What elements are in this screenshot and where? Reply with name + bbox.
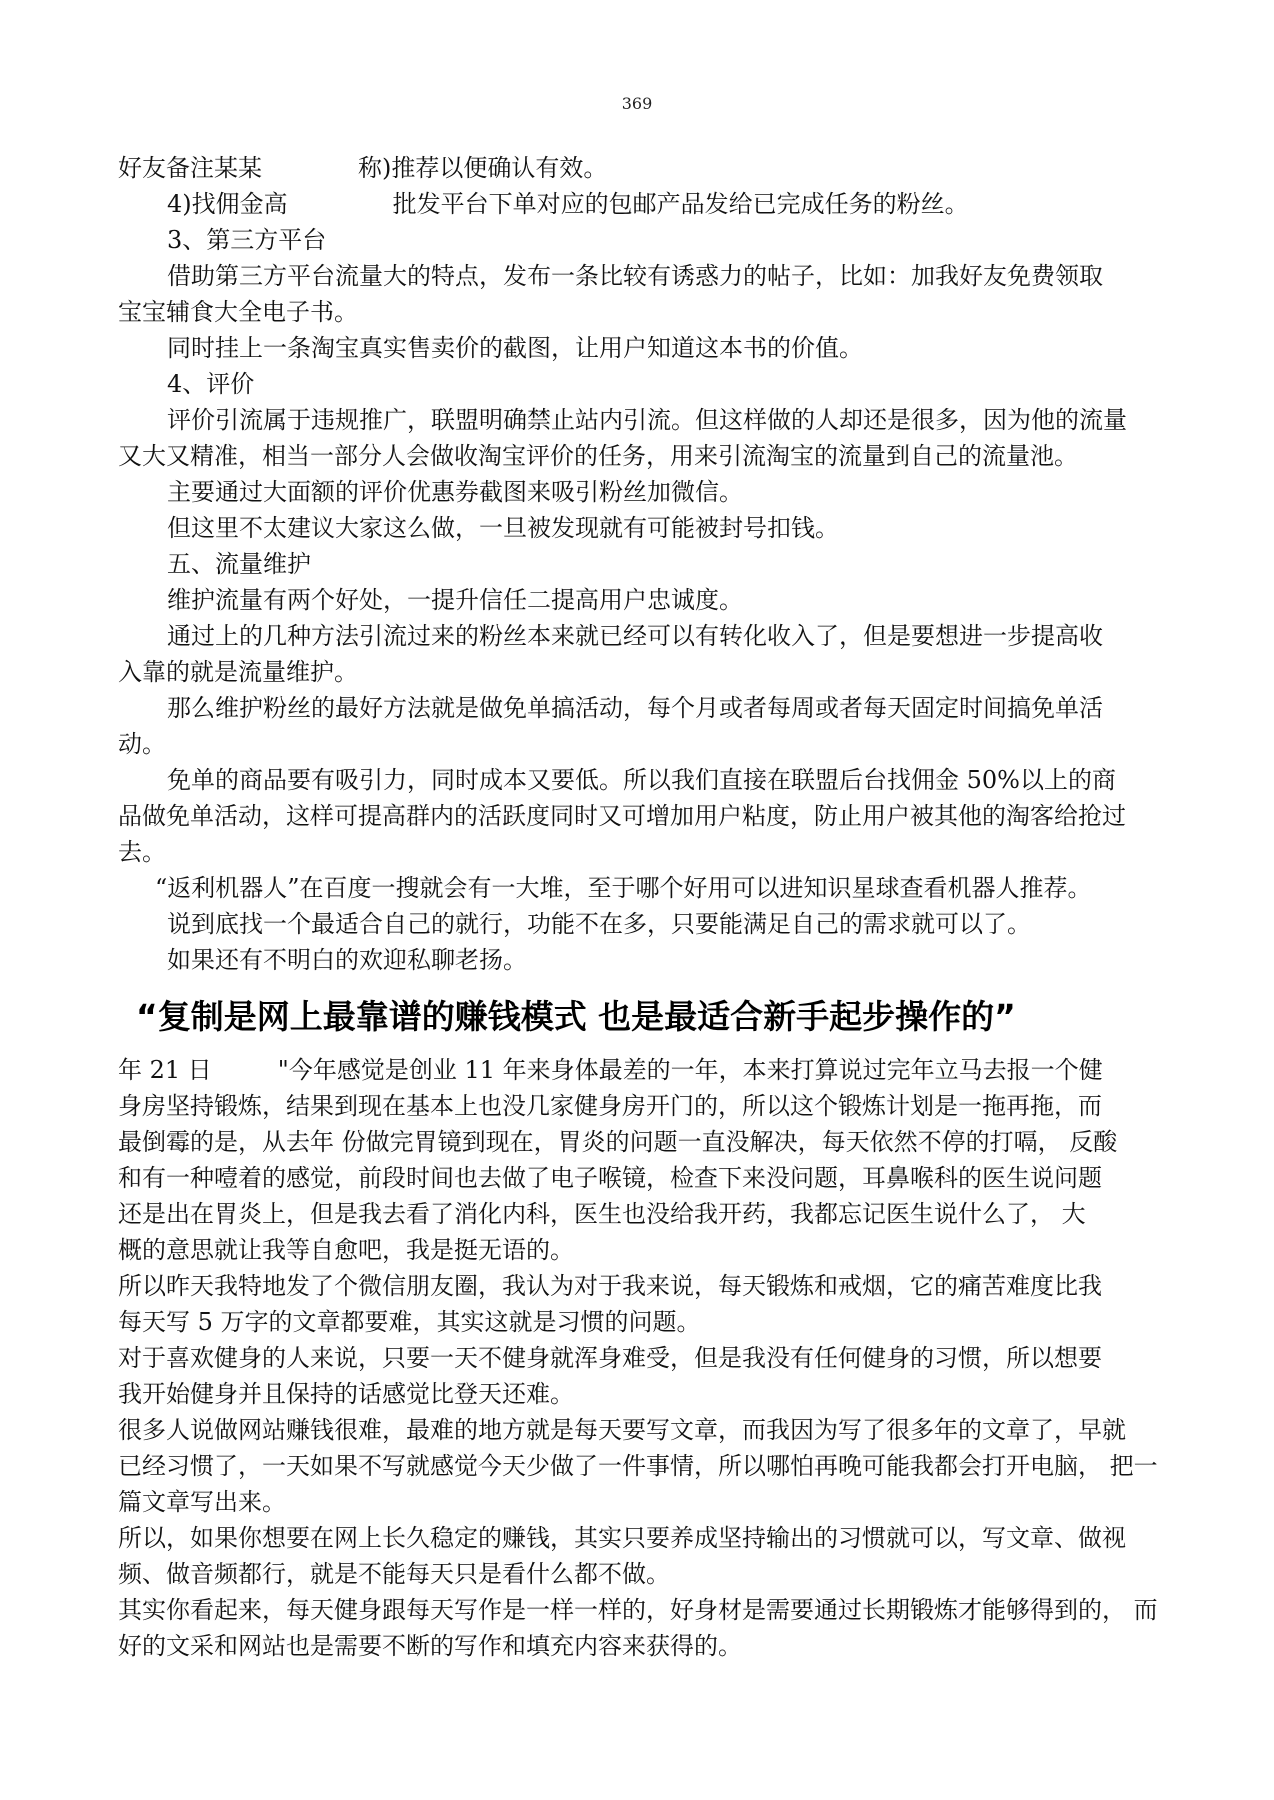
paragraph-line: 通过上的几种方法引流过来的粉丝本来就已经可以有转化收入了，但是要想进一步提高收 [167, 622, 1103, 650]
paragraph-line: 入靠的就是流量维护。 [118, 658, 358, 686]
paragraph-line: 但这里不太建议大家这么做，一旦被发现就有可能被封号扣钱。 [167, 514, 839, 542]
section-subheading: 3、第三方平台 [167, 226, 327, 254]
paragraph-line: 宝宝辅食大全电子书。 [118, 298, 358, 326]
paragraph-line [118, 1055, 1103, 1085]
paragraph-line: 概的意思就让我等自愈吧，我是挺无语的。 [118, 1236, 574, 1264]
paragraph-line: 所以昨天我特地发了个微信朋友圈，我认为对于我来说，每天锻炼和戒烟，它的痛苦难度比我 [118, 1272, 1102, 1300]
paragraph-line: 和有一种噎着的感觉，前段时间也去做了电子喉镜，检查下来没问题，耳鼻喉科的医生说问题 [118, 1164, 1102, 1192]
paragraph-line: 品做免单活动，这样可提高群内的活跃度同时又可增加用户粘度，防止用户被其他的淘客给抢过 [118, 802, 1126, 830]
paragraph-line: 对于喜欢健身的人来说，只要一天不健身就浑身难受，但是我没有任何健身的习惯，所以想要 [118, 1344, 1102, 1372]
paragraph-line: 好的文采和网站也是需要不断的写作和填充内容来获得的。 [118, 1632, 742, 1660]
paragraph-line: 我开始健身并且保持的话感觉比登天还难。 [118, 1380, 574, 1408]
paragraph-line: 已经习惯了，一天如果不写就感觉今天少做了一件事情，所以哪怕再晚可能我都会打开电脑， 把一 [118, 1452, 1158, 1480]
paragraph-line: 还是出在胃炎上，但是我去看了消化内科，医生也没给我开药，我都忘记医生说什么了， 大 [118, 1200, 1086, 1228]
paragraph-line: 免单的商品要有吸引力，同时成本又要低。所以我们直接在联盟后台找佣金 50%以上的商 [167, 766, 1116, 794]
text-segment: 批发平台下单对应的包邮产品发给已完成任务的粉丝。 [392, 190, 969, 218]
article-heading: “复制是网上最靠谱的赚钱模式 也是最适合新手起步操作的” [136, 997, 1016, 1036]
paragraph-line: 借助第三方平台流量大的特点，发布一条比较有诱惑力的帖子，比如：加我好友免费领取 [167, 262, 1103, 290]
paragraph-line: 去。 [118, 838, 166, 866]
paragraph-line: 篇文章写出来。 [118, 1488, 286, 1516]
paragraph-line: 同时挂上一条淘宝真实售卖价的截图，让用户知道这本书的价值。 [167, 334, 863, 362]
paragraph-line: 很多人说做网站赚钱很难，最难的地方就是每天要写文章，而我因为写了很多年的文章了，早就 [118, 1416, 1126, 1444]
paragraph-line: 说到底找一个最适合自己的就行，功能不在多，只要能满足自己的需求就可以了。 [167, 910, 1031, 938]
page-number: 369 [621, 94, 653, 113]
text-segment: "今年感觉是创业 11 年来身体最差的一年，本来打算说过完年立马去报一个健 [277, 1056, 1103, 1084]
paragraph-line: 身房坚持锻炼，结果到现在基本上也没几家健身房开门的，所以这个锻炼计划是一拖再拖，而 [118, 1092, 1102, 1120]
paragraph-line: 又大又精准，相当一部分人会做收淘宝评价的任务，用来引流淘宝的流量到自己的流量池。 [118, 442, 1078, 470]
section-subheading: 五、流量维护 [167, 550, 311, 578]
paragraph-line [118, 153, 607, 183]
paragraph-line: 那么维护粉丝的最好方法就是做免单搞活动，每个月或者每周或者每天固定时间搞免单活 [167, 694, 1103, 722]
paragraph-line: 每天写 5 万字的文章都要难，其实这就是习惯的问题。 [118, 1308, 701, 1336]
paragraph-line: 其实你看起来，每天健身跟每天写作是一样一样的，好身材是需要通过长期锻炼才能够得到的， 而 [118, 1596, 1158, 1624]
paragraph-line: 主要通过大面额的评价优惠券截图来吸引粉丝加微信。 [167, 478, 743, 506]
paragraph-line: 如果还有不明白的欢迎私聊老扬。 [167, 946, 527, 974]
text-segment: 4)找佣金高 [167, 190, 288, 218]
text-segment: 好友备注某某 [118, 154, 262, 182]
paragraph-line: “返利机器人”在百度一搜就会有一大堆，至于哪个好用可以进知识星球查看机器人推荐。 [155, 874, 1092, 902]
paragraph-line: 最倒霉的是，从去年 份做完胃镜到现在，胃炎的问题一直没解决，每天依然不停的打嗝， 反酸 [118, 1128, 1118, 1156]
text-segment: 称)推荐以便确认有效。 [358, 154, 608, 182]
paragraph-line: 所以，如果你想要在网上长久稳定的赚钱，其实只要养成坚持输出的习惯就可以，写文章、做视 [118, 1524, 1126, 1552]
paragraph-line: 评价引流属于违规推广，联盟明确禁止站内引流。但这样做的人却还是很多，因为他的流量 [167, 406, 1127, 434]
paragraph-line: 动。 [118, 730, 166, 758]
paragraph-line [167, 189, 969, 219]
paragraph-line: 维护流量有两个好处，一提升信任二提高用户忠诚度。 [167, 586, 743, 614]
paragraph-line: 频、做音频都行，就是不能每天只是看什么都不做。 [118, 1560, 670, 1588]
text-segment: 年 21 日 [118, 1056, 212, 1084]
section-subheading: 4、评价 [167, 370, 255, 398]
